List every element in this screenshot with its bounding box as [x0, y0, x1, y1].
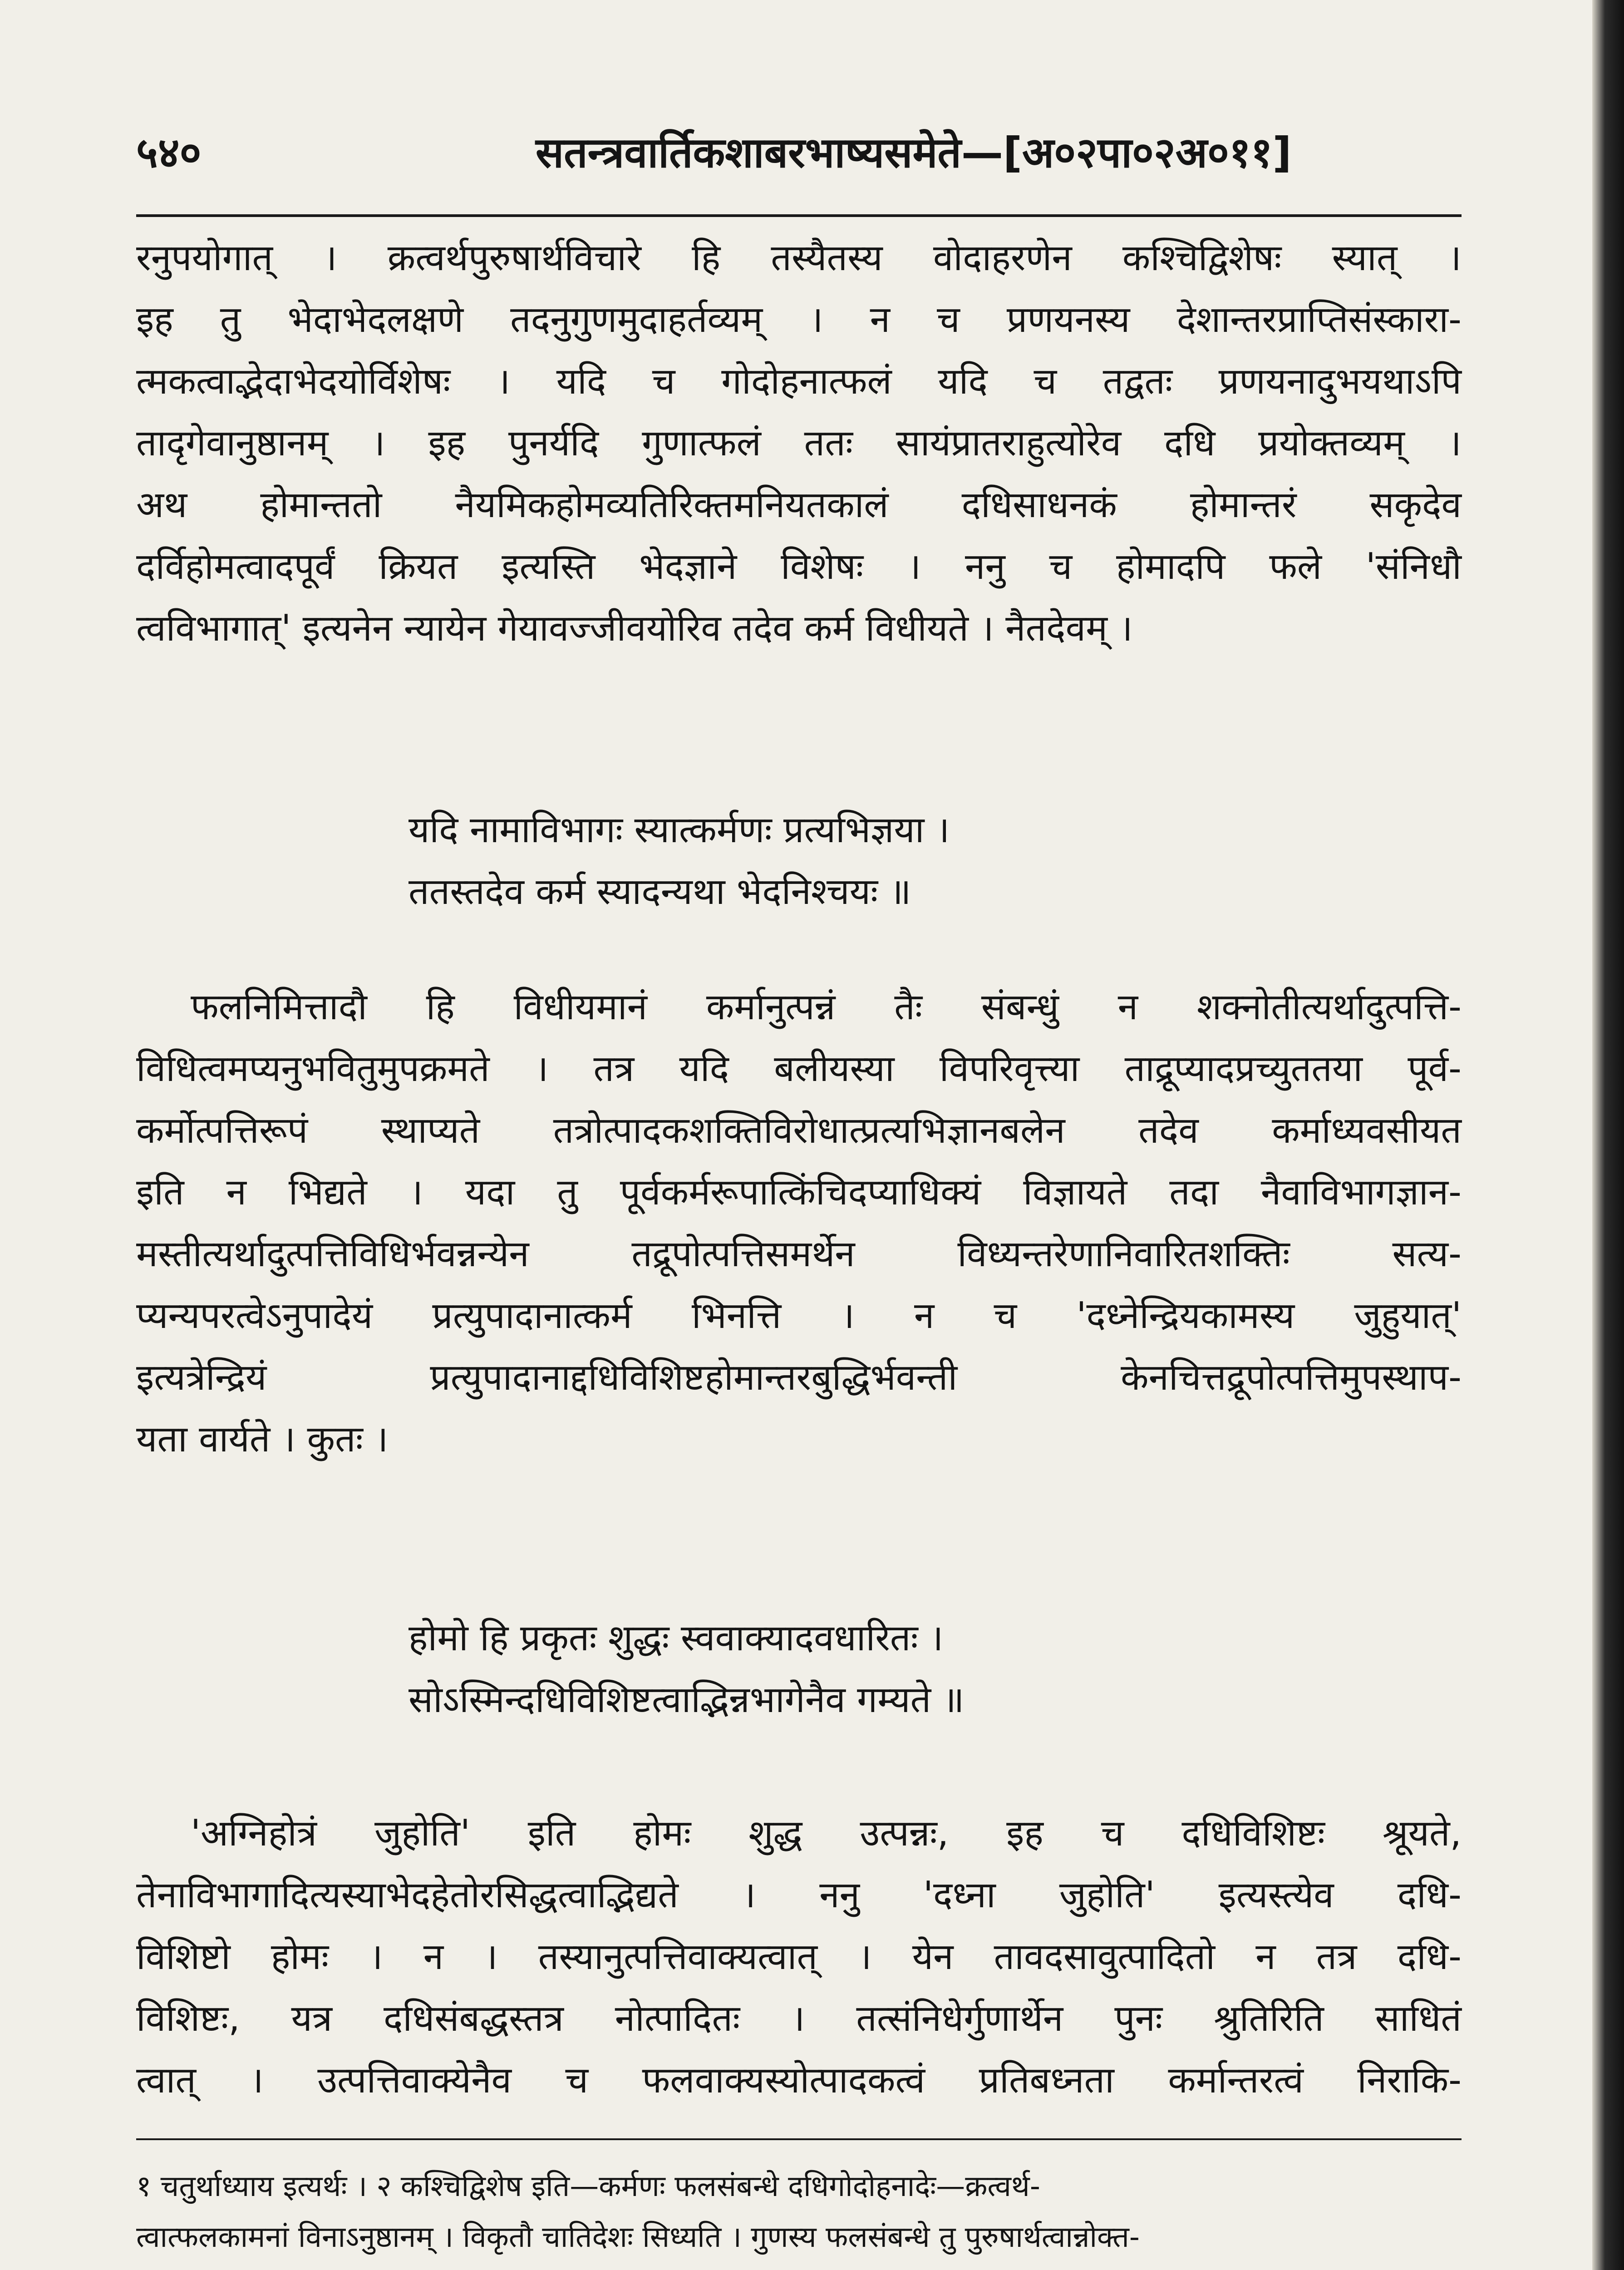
text-line: विशिष्टो होमः । न । तस्यानुत्पत्तिवाक्यत्वात् । येन तावदसावुत्पादितो न तत्र दधि-: [136, 1935, 1462, 1978]
header-rule: [136, 214, 1462, 217]
paragraph-3: [136, 1802, 1462, 2111]
text-line: फलनिमित्तादौ हि विधीयमानं कर्मानुत्पन्नं तैः संबन्धुं न शक्नोतीत्यर्थादुत्पत्ति-: [191, 986, 1462, 1028]
text-line: मस्तीत्यर्थादुत्पत्तिविधिर्भवन्नन्येन तद्रूपोत्पत्तिसमर्थेन विध्यन्तरेणानिवारितशक्तिः सत्य-: [136, 1233, 1462, 1275]
text-line: त्वात् । उत्पत्तिवाक्येनैव च फलवाक्यस्योत्पादकत्वं प्रतिबध्नता कर्मान्तरत्वं निराकि-: [136, 2059, 1462, 2101]
book-spine-shadow: [1592, 0, 1624, 2270]
text-line: अथ होमान्ततो नैयमिकहोमव्यतिरिक्तमनियतकालं दधिसाधनकं होमान्तरं सकृदेव: [136, 484, 1462, 526]
text-line: इह तु भेदाभेदलक्षणे तदनुगुणमुदाहर्तव्यम् । न च प्रणयनस्य देशान्तरप्राप्तिसंस्कारा-: [136, 298, 1462, 340]
text-line: त्वविभागात्' इत्यनेन न्यायेन गेयावज्जीवयोरिव तदेव कर्म विधीयते । नैतदेवम् ।: [136, 607, 1133, 649]
text-line: कर्मोत्पत्तिरूपं स्थाप्यते तत्रोत्पादकशक्तिविरोधात्प्रत्यभिज्ञानबलेन तदेव कर्माध्यवसीयत: [136, 1109, 1462, 1151]
text-line: रनुपयोगात् । क्रत्वर्थपुरुषार्थविचारे हि तस्यैतस्य वोदाहरणेन कश्चिद्विशेषः स्यात् ।: [136, 237, 1462, 279]
verse-1: [408, 799, 1362, 923]
verse-line: होमो हि प्रकृतः शुद्धः स्ववाक्यादवधारितः ।: [408, 1617, 944, 1659]
verse-2: [408, 1607, 1362, 1731]
page-header: [136, 114, 1462, 186]
page-number: ५४०: [136, 128, 202, 177]
text-line: इति न भिद्यते । यदा तु पूर्वकर्मरूपात्किंचिदप्याधिक्यं विज्ञायते तदा नैवाविभागज्ञान-: [136, 1171, 1462, 1213]
footnote-rule: [136, 2138, 1462, 2140]
text-line: 'अग्निहोत्रं जुहोति' इति होमः शुद्ध उत्पन्नः, इह च दधिविशिष्टः श्रूयते,: [191, 1812, 1462, 1854]
text-line: तादृगेवानुष्ठानम् । इह पुनर्यदि गुणात्फलं ततः सायंप्रातराहुत्योरेव दधि प्रयोक्तव्यम् ।: [136, 422, 1462, 464]
text-line: त्मकत्वाद्भेदाभेदयोर्विशेषः । यदि च गोदोहनात्फलं यदि च तद्वतः प्रणयनादुभयथाऽपि: [136, 360, 1462, 402]
text-line: यता वार्यते । कुतः ।: [136, 1418, 389, 1460]
text-line: इत्यत्रेन्द्रियं प्रत्युपादानाद्दधिविशिष्टहोमान्तरबुद्धिर्भवन्ती केनचित्तद्रूपोत्पत्तिमुपस्थाप-: [136, 1356, 1462, 1398]
paragraph-1: [136, 227, 1462, 659]
footnote-line: १ चतुर्थाध्याय इत्यर्थः । २ कश्चिद्विशेष इति—कर्मणः फलसंबन्धे दधिगोदोहनादेः—क्रत्वर्थ-: [136, 2170, 1040, 2203]
running-title: सतन्त्रवार्तिकशाबरभाष्यसमेते—[अ०२पा०२अ०११]: [536, 128, 1292, 177]
book-page: [136, 95, 1462, 2270]
paragraph-2: [136, 976, 1462, 1470]
text-line: तेनाविभागादित्यस्याभेदहेतोरसिद्धत्वाद्भिद्यते । ननु 'दध्ना जुहोति' इत्यस्त्येव दधि-: [136, 1874, 1462, 1916]
text-line: विशिष्टः, यत्र दधिसंबद्धस्तत्र नोत्पादितः । तत्संनिधेर्गुणार्थेन पुनः श्रुतिरिति साधितं: [136, 1997, 1462, 2039]
text-line: विधित्वमप्यनुभवितुमुपक्रमते । तत्र यदि बलीयस्या विपरिवृत्त्या ताद्रूप्यादप्रच्युततया पूर्व-: [136, 1047, 1462, 1090]
footnote-line: त्वात्फलकामनां विनाऽनुष्ठानम् । विकृतौ चातिदेशः सिध्यति । गुणस्य फलसंबन्धे तु पुरुषार्थत्वान्नोक्त-: [136, 2221, 1140, 2254]
text-line: प्यन्यपरत्वेऽनुपादेयं प्रत्युपादानात्कर्म भिनत्ति । न च 'दध्नेन्द्रियकामस्य जुहुयात्': [136, 1294, 1462, 1337]
footnotes: [136, 2161, 1462, 2270]
verse-line: सोऽस्मिन्दधिविशिष्टत्वाद्भिन्नभागेनैव गम्यते ॥: [408, 1678, 965, 1721]
footnote-line: [136, 2263, 1462, 2270]
verse-line: यदि नामाविभागः स्यात्कर्मणः प्रत्यभिज्ञया ।: [408, 809, 950, 851]
verse-line: ततस्तदेव कर्म स्यादन्यथा भेदनिश्चयः ॥: [408, 870, 911, 913]
text-line: दर्विहोमत्वादपूर्वं क्रियत इत्यस्ति भेदज्ञाने विशेषः । ननु च होमादपि फले 'संनिधौ: [136, 545, 1462, 587]
